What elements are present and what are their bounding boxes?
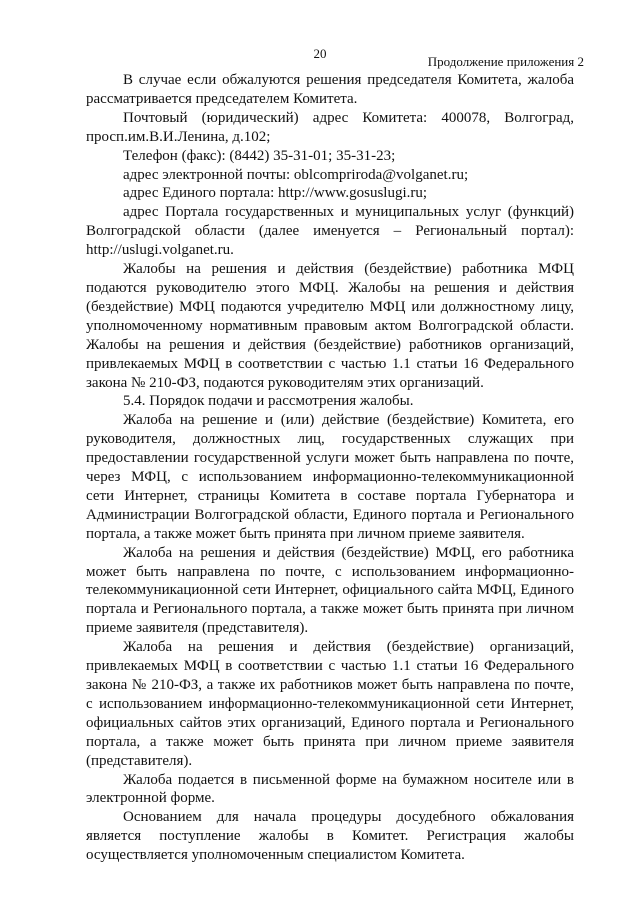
paragraph-mfc-complaints: Жалобы на решения и действия (бездействие) работника МФЦ подаются руководителю этого МФЦ. Жалобы на решения и действия (бездействие) МФЦ подаются учредителю МФЦ или должностному лицу, уполномоченному нормативным правовым актом Волгоградской области. Жалобы на решения и действия (бездействие) работников организаций, привлекаемых МФЦ в соответствии с частью 1.1 статьи 16 Федерального закона № 210-ФЗ, подаются руководителям этих организаций. (86, 261, 574, 391)
paragraph-email: адрес электронной почты: oblcompriroda@volganet.ru; (123, 166, 469, 183)
paragraph-mfc-complaint-channels: Жалоба на решения и действия (бездействие) МФЦ, его работника может быть направлена по почте, с использованием информационно-телекоммуникационной сети Интернет, официального сайта МФЦ, Единого портала и Регионального портала, а также может быть принята при личном приеме заявителя (представителя). (86, 544, 574, 637)
paragraph-regional-portal: адрес Портала государственных и муниципальных услуг (функций) Волгоградской области (далее именуется – Региональный портал): http://uslugi.volganet.ru. (86, 204, 574, 259)
appendix-continuation-note: Продолжение приложения 2 (427, 54, 584, 69)
paragraph-chairman-complaint: В случае если обжалуются решения председателя Комитета, жалоба рассматривается председателем Комитета. (86, 72, 574, 107)
paragraph-complaint-form: Жалоба подается в письменной форме на бумажном носителе или в электронной форме. (86, 771, 574, 807)
paragraph-unified-portal: адрес Единого портала: http://www.gosuslugi.ru; (123, 185, 428, 202)
paragraph-organizations-complaint-channels: Жалоба на решения и действия (бездействие) организаций, привлекаемых МФЦ в соответствии с частью 1.1 статьи 16 Федерального закона № 210-ФЗ, а также их работников может быть направлена по почте, с использованием информационно-телекоммуникационной сети Интернет, официальных сайтов этих организаций, Единого портала и Регионального портала, а также может быть принята при личном приеме заявителя (представителя). (86, 639, 574, 769)
page-number: 20 (313, 46, 327, 61)
section-heading-5-4: 5.4. Порядок подачи и рассмотрения жалобы. (123, 393, 414, 410)
paragraph-committee-complaint-channels: Жалоба на решение и (или) действие (бездействие) Комитета, его руководителя, должностных лиц, государственных служащих при предоставлении государственной услуги может быть направлена по почте, через МФЦ, с использованием информационно-телекоммуникационной сети Интернет, страницы Комитета в составе портала Губернатора и Администрации Волгоградской области, Единого портала и Регионального портала, а также может быть принята при личном приеме заявителя. (86, 412, 574, 542)
paragraph-phone: Телефон (факс): (8442) 35-31-01; 35-31-23; (123, 147, 396, 164)
paragraph-postal-address: Почтовый (юридический) адрес Комитета: 400078, Волгоград, просп.им.В.И.Ленина, д.102; (86, 109, 574, 145)
paragraph-appeal-basis: Основанием для начала процедуры досудебного обжалования является поступление жалобы в Комитет. Регистрация жалобы осуществляется уполномоченным специалистом Комитета. (86, 809, 574, 864)
document-body (86, 71, 574, 865)
